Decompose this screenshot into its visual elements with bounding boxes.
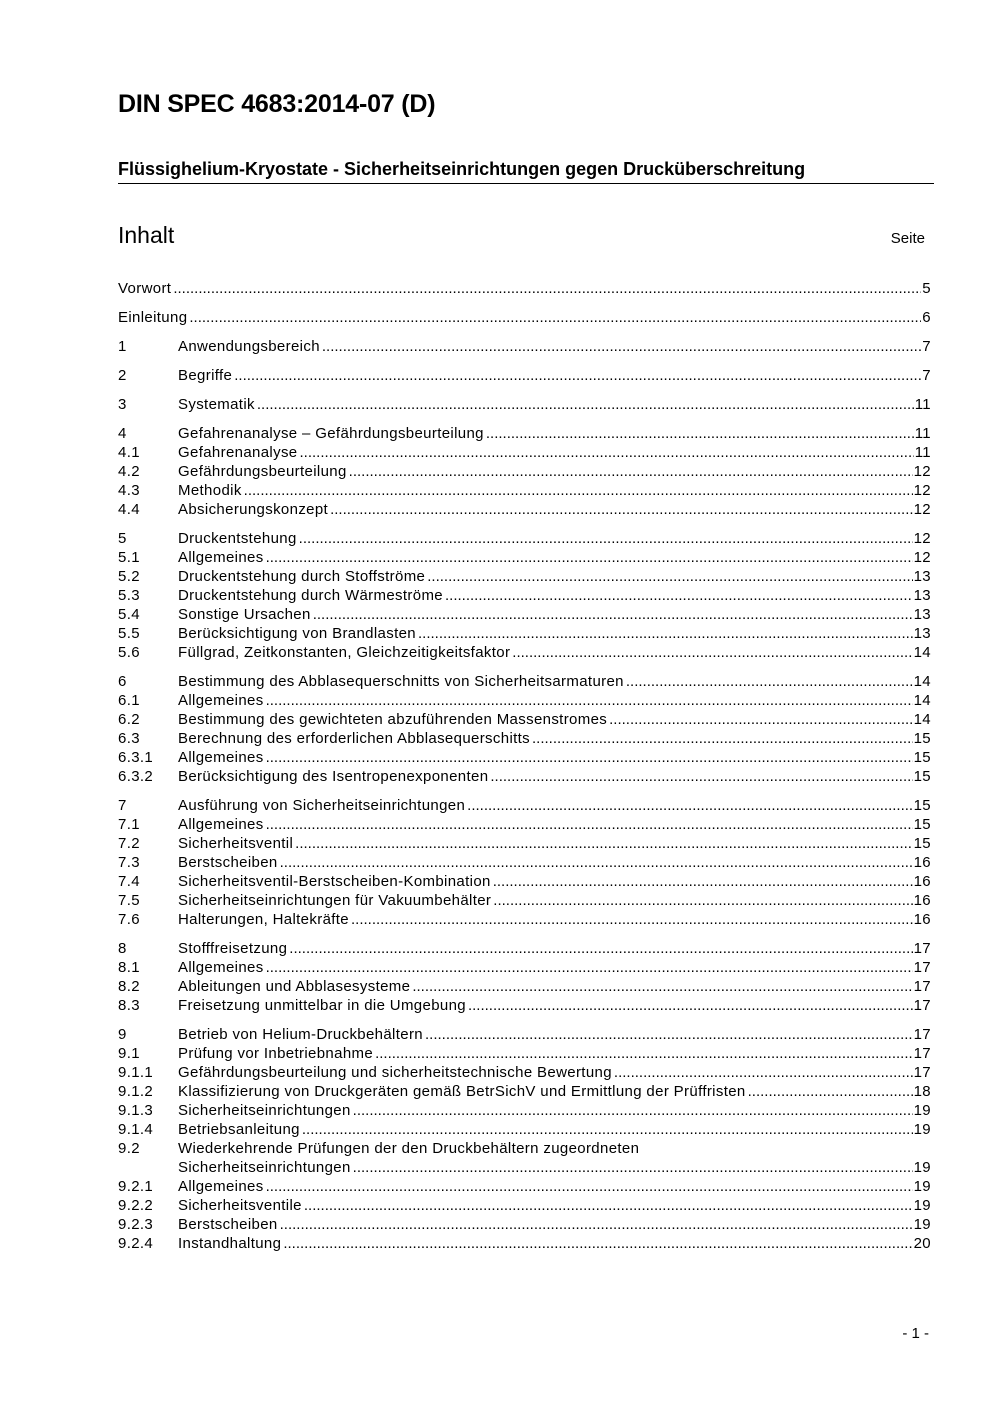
toc-entry-number: 7.6 [118, 911, 140, 928]
toc-entry-page: 15 [913, 730, 931, 747]
toc-entry-number: 4.4 [118, 501, 140, 518]
toc-entry-number: 7.1 [118, 816, 140, 833]
toc-entry-page: 16 [913, 892, 931, 909]
toc-entry-page: 17 [913, 997, 931, 1014]
toc-entry-number: 4.2 [118, 463, 140, 480]
toc-entry-title: Berücksichtigung des Isentropenexponenten [178, 768, 489, 785]
document-title: DIN SPEC 4683:2014-07 (D) [118, 90, 436, 118]
toc-entry[interactable] [118, 767, 931, 786]
toc-leader-dots [266, 815, 913, 834]
toc-entry[interactable] [118, 1025, 931, 1044]
toc-entry-title: Einleitung [118, 309, 188, 326]
toc-entry-title: Anwendungsbereich [178, 338, 320, 355]
toc-entry-page: 17 [913, 1045, 931, 1062]
toc-entry[interactable] [118, 424, 931, 443]
toc-entry-title: Betrieb von Helium-Druckbehältern [178, 1026, 423, 1043]
toc-entry-title: Sicherheitsventil [178, 835, 294, 852]
toc-entry-number: 4.1 [118, 444, 140, 461]
toc-entry-number: 9.1.2 [118, 1083, 154, 1100]
toc-leader-dots [353, 1101, 913, 1120]
toc-leader-dots [468, 996, 913, 1015]
toc-entry-page: 13 [913, 568, 931, 585]
toc-entry-number: 9.2.4 [118, 1235, 154, 1252]
toc-leader-dots [493, 872, 913, 891]
toc-entry-title: Berstscheiben [178, 1216, 278, 1233]
toc-leader-dots [234, 366, 921, 385]
toc-entry-number: 9.2 [118, 1140, 140, 1157]
toc-leader-dots [353, 1158, 913, 1177]
subtitle-divider [118, 183, 934, 184]
toc-entry-title: Allgemeines [178, 692, 264, 709]
toc-leader-dots [532, 729, 913, 748]
toc-entry-title: Betriebsanleitung [178, 1121, 300, 1138]
toc-entry[interactable] [118, 624, 931, 643]
toc-entry-number: 6.3 [118, 730, 140, 747]
toc-entry[interactable] [118, 1158, 931, 1177]
toc-entry-number: 9.1.4 [118, 1121, 154, 1138]
toc-entry[interactable] [118, 1101, 931, 1120]
toc-entry-page: 5 [922, 280, 931, 297]
toc-entry-page: 16 [913, 873, 931, 890]
toc-entry-page: 15 [913, 768, 931, 785]
toc-leader-dots [609, 710, 912, 729]
toc-entry-page: 13 [913, 625, 931, 642]
toc-entry-title: Halterungen, Haltekräfte [178, 911, 349, 928]
toc-leader-dots [304, 1196, 913, 1215]
toc-entry-number: 4 [118, 425, 127, 442]
toc-entry-number: 4.3 [118, 482, 140, 499]
toc-entry[interactable] [118, 996, 931, 1015]
toc-entry-number: 5.2 [118, 568, 140, 585]
toc-entry[interactable] [118, 958, 931, 977]
toc-entry-title: Berstscheiben [178, 854, 278, 871]
toc-leader-dots [295, 834, 912, 853]
toc-entry-title: Allgemeines [178, 549, 264, 566]
toc-leader-dots [189, 308, 921, 327]
toc-entry-page: 18 [913, 1083, 931, 1100]
toc-leader-dots [313, 605, 913, 624]
toc-entry[interactable] [118, 910, 931, 929]
toc-entry-page: 19 [913, 1102, 931, 1119]
toc-entry-title: Wiederkehrende Prüfungen der den Druckbehältern zugeordneten [178, 1140, 640, 1157]
toc-leader-dots [299, 529, 913, 548]
toc-entry-title: Methodik [178, 482, 242, 499]
toc-leader-dots [300, 443, 914, 462]
toc-leader-dots [486, 424, 914, 443]
toc-entry-title: Allgemeines [178, 1178, 264, 1195]
toc-entry-page: 13 [913, 587, 931, 604]
toc-page-label: Seite [890, 230, 925, 247]
toc-entry-number: 7.3 [118, 854, 140, 871]
toc-entry-title: Sicherheitseinrichtungen [178, 1102, 351, 1119]
toc-entry-title: Allgemeines [178, 959, 264, 976]
toc-entry[interactable] [118, 853, 931, 872]
toc-entry-number: 5.1 [118, 549, 140, 566]
toc-entry[interactable] [118, 1082, 931, 1101]
toc-entry-title: Allgemeines [178, 816, 264, 833]
toc-entry-number: 6.3.2 [118, 768, 154, 785]
toc-leader-dots [173, 279, 921, 298]
toc-entry-page: 6 [922, 309, 931, 326]
toc-entry[interactable] [118, 462, 931, 481]
toc-entry-number: 8.2 [118, 978, 140, 995]
toc-entry-number: 9.1.1 [118, 1064, 154, 1081]
toc-entry-title: Bestimmung des gewichteten abzuführenden Massenstromes [178, 711, 608, 728]
toc-entry-title: Gefährdungsbeurteilung und sicherheitstechnische Bewertung [178, 1064, 612, 1081]
toc-entry-title: Vorwort [118, 280, 172, 297]
toc-leader-dots [266, 548, 913, 567]
toc-entry-page: 12 [913, 549, 931, 566]
toc-entry[interactable] [118, 1196, 931, 1215]
toc-entry-title: Klassifizierung von Druckgeräten gemäß BetrSichV und Ermittlung der Prüffristen [178, 1083, 746, 1100]
toc-entry-page: 11 [914, 425, 931, 442]
toc-entry[interactable] [118, 1234, 931, 1253]
toc-entry-number: 9.1 [118, 1045, 140, 1062]
toc-entry[interactable] [118, 1177, 931, 1196]
toc-entry[interactable] [118, 1120, 931, 1139]
toc-entry[interactable] [118, 643, 931, 662]
toc-entry[interactable] [118, 500, 931, 519]
toc-entry[interactable] [118, 337, 931, 356]
toc-entry-page: 11 [914, 444, 931, 461]
toc-entry[interactable] [118, 691, 931, 710]
toc-entry-number: 8 [118, 940, 127, 957]
toc-entry-number: 9 [118, 1026, 127, 1043]
toc-entry-number: 9.2.2 [118, 1197, 154, 1214]
toc-leader-dots [266, 748, 913, 767]
toc-entry[interactable] [118, 548, 931, 567]
toc-entry-title: Gefährdungsbeurteilung [178, 463, 347, 480]
toc-entry-page: 20 [913, 1235, 931, 1252]
toc-leader-dots [302, 1120, 913, 1139]
toc-entry-number: 9.2.3 [118, 1216, 154, 1233]
document-subtitle: Flüssighelium-Kryostate - Sicherheitseinrichtungen gegen Drucküberschreitung [118, 159, 806, 179]
toc-leader-dots [280, 1215, 913, 1234]
toc-leader-dots [626, 672, 913, 691]
toc-leader-dots [266, 691, 913, 710]
toc-leader-dots [289, 939, 912, 958]
toc-entry-number: 5.4 [118, 606, 140, 623]
toc-entry[interactable] [118, 529, 931, 548]
toc-entry[interactable] [118, 567, 931, 586]
toc-entry[interactable] [118, 815, 931, 834]
toc-entry[interactable] [118, 279, 931, 298]
toc-entry[interactable] [118, 1215, 931, 1234]
toc-entry-page: 14 [913, 692, 931, 709]
toc-entry-title: Druckentstehung durch Wärmeströme [178, 587, 443, 604]
toc-entry-page: 15 [913, 749, 931, 766]
toc-entry-title: Allgemeines [178, 749, 264, 766]
toc-leader-dots [266, 1177, 913, 1196]
toc-entry[interactable] [118, 834, 931, 853]
toc-entry-page: 12 [913, 530, 931, 547]
toc-entry-title: Freisetzung unmittelbar in die Umgebung [178, 997, 466, 1014]
toc-entry[interactable] [118, 748, 931, 767]
toc-entry-page: 14 [913, 711, 931, 728]
toc-entry-number: 5.6 [118, 644, 140, 661]
toc-leader-dots [445, 586, 913, 605]
toc-entry-page: 17 [913, 1026, 931, 1043]
toc-leader-dots [425, 1025, 913, 1044]
toc-leader-dots [283, 1234, 912, 1253]
toc-entry[interactable] [118, 710, 931, 729]
toc-entry-page: 19 [913, 1159, 931, 1176]
toc-entry[interactable] [118, 586, 931, 605]
toc-entry-title: Sonstige Ursachen [178, 606, 311, 623]
toc-entry-page: 19 [913, 1121, 931, 1138]
toc-entry-page: 17 [913, 959, 931, 976]
toc-leader-dots [322, 337, 921, 356]
toc-entry[interactable] [118, 1063, 931, 1082]
toc-leader-dots [266, 958, 913, 977]
toc-entry-number: 9.1.3 [118, 1102, 154, 1119]
toc-entry[interactable] [118, 729, 931, 748]
toc-entry[interactable] [118, 1139, 931, 1158]
toc-entry-number: 5.3 [118, 587, 140, 604]
toc-entry-title: Stofffreisetzung [178, 940, 288, 957]
toc-entry[interactable] [118, 308, 931, 327]
toc-leader-dots [349, 462, 913, 481]
toc-entry-page: 7 [922, 367, 931, 384]
toc-entry-number: 5 [118, 530, 127, 547]
toc-entry-number: 6.2 [118, 711, 140, 728]
toc-entry-number: 7.5 [118, 892, 140, 909]
toc-entry-title: Instandhaltung [178, 1235, 282, 1252]
toc-entry[interactable] [118, 366, 931, 385]
toc-entry-number: 2 [118, 367, 127, 384]
toc-entry-number: 8.1 [118, 959, 140, 976]
toc-entry-page: 15 [913, 816, 931, 833]
toc-entry-page: 16 [913, 854, 931, 871]
toc-entry-page: 17 [913, 1064, 931, 1081]
toc-leader-dots [418, 624, 913, 643]
toc-leader-dots [427, 567, 912, 586]
toc-leader-dots [493, 891, 912, 910]
toc-entry-page: 15 [913, 835, 931, 852]
toc-entry-title: Sicherheitsventil-Berstscheiben-Kombination [178, 873, 491, 890]
toc-entry-number: 5.5 [118, 625, 140, 642]
toc-entry-number: 6.1 [118, 692, 140, 709]
toc-entry-page: 12 [913, 482, 931, 499]
toc-leader-dots [257, 395, 914, 414]
toc-entry[interactable] [118, 605, 931, 624]
toc-entry[interactable] [118, 939, 931, 958]
toc-entry-number: 3 [118, 396, 127, 413]
toc-entry[interactable] [118, 977, 931, 996]
toc-entry-number: 7.2 [118, 835, 140, 852]
toc-entry-page: 17 [913, 940, 931, 957]
toc-entry-title: Gefahrenanalyse [178, 444, 298, 461]
toc-entry-page: 12 [913, 501, 931, 518]
toc-leader-dots [614, 1063, 913, 1082]
toc-entry-page: 19 [913, 1197, 931, 1214]
toc-entry-title: Sicherheitsventile [178, 1197, 302, 1214]
toc-entry[interactable] [118, 481, 931, 500]
table-of-contents [118, 279, 931, 1253]
toc-entry-title: Sicherheitseinrichtungen für Vakuumbehälter [178, 892, 492, 909]
toc-leader-dots [244, 481, 913, 500]
toc-entry-page: 19 [913, 1216, 931, 1233]
toc-entry-number: 9.2.1 [118, 1178, 154, 1195]
toc-leader-dots [467, 796, 912, 815]
toc-entry-page: 17 [913, 978, 931, 995]
toc-entry-page: 15 [913, 797, 931, 814]
toc-entry-title: Begriffe [178, 367, 233, 384]
toc-entry-number: 1 [118, 338, 127, 355]
toc-entry-page: 7 [922, 338, 931, 355]
toc-entry-title: Ausführung von Sicherheitseinrichtungen [178, 797, 466, 814]
toc-entry-title: Systematik [178, 396, 255, 413]
toc-leader-dots [512, 643, 912, 662]
toc-entry-number: 6.3.1 [118, 749, 154, 766]
toc-entry-title: Absicherungskonzept [178, 501, 329, 518]
toc-entry-number: 8.3 [118, 997, 140, 1014]
toc-entry-title: Druckentstehung durch Stoffströme [178, 568, 426, 585]
toc-entry-title: Sicherheitseinrichtungen [178, 1159, 351, 1176]
toc-entry[interactable] [118, 1044, 931, 1063]
toc-entry[interactable] [118, 796, 931, 815]
toc-entry-page: 14 [913, 644, 931, 661]
toc-entry-title: Druckentstehung [178, 530, 297, 547]
toc-heading: Inhalt [118, 222, 175, 248]
toc-entry-page: 14 [913, 673, 931, 690]
toc-entry[interactable] [118, 672, 931, 691]
toc-entry-title: Prüfung vor Inbetriebnahme [178, 1045, 374, 1062]
toc-entry-title: Gefahrenanalyse – Gefährdungsbeurteilung [178, 425, 484, 442]
toc-entry[interactable] [118, 443, 931, 462]
toc-entry-page: 19 [913, 1178, 931, 1195]
toc-leader-dots [375, 1044, 913, 1063]
toc-leader-dots [330, 500, 913, 519]
toc-entry-title: Berechnung des erforderlichen Abblasequerschitts [178, 730, 531, 747]
toc-entry-number: 7 [118, 797, 127, 814]
toc-entry-page: 16 [913, 911, 931, 928]
toc-entry-title: Berücksichtigung von Brandlasten [178, 625, 417, 642]
toc-entry-page: 12 [913, 463, 931, 480]
toc-entry-number: 6 [118, 673, 127, 690]
toc-entry-title: Ableitungen und Abblasesysteme [178, 978, 411, 995]
page-number-footer: - 1 - [902, 1325, 929, 1342]
toc-leader-dots [280, 853, 913, 872]
toc-entry-title: Bestimmung des Abblasequerschnitts von Sicherheitsarmaturen [178, 673, 624, 690]
toc-leader-dots [490, 767, 912, 786]
toc-leader-dots [412, 977, 912, 996]
toc-entry[interactable] [118, 872, 931, 891]
toc-entry[interactable] [118, 395, 931, 414]
toc-entry-page: 11 [914, 396, 931, 413]
toc-entry[interactable] [118, 891, 931, 910]
toc-entry-page: 13 [913, 606, 931, 623]
toc-leader-dots [748, 1082, 913, 1101]
toc-entry-number: 7.4 [118, 873, 140, 890]
toc-entry-title: Füllgrad, Zeitkonstanten, Gleichzeitigkeitsfaktor [178, 644, 511, 661]
toc-leader-dots [351, 910, 913, 929]
